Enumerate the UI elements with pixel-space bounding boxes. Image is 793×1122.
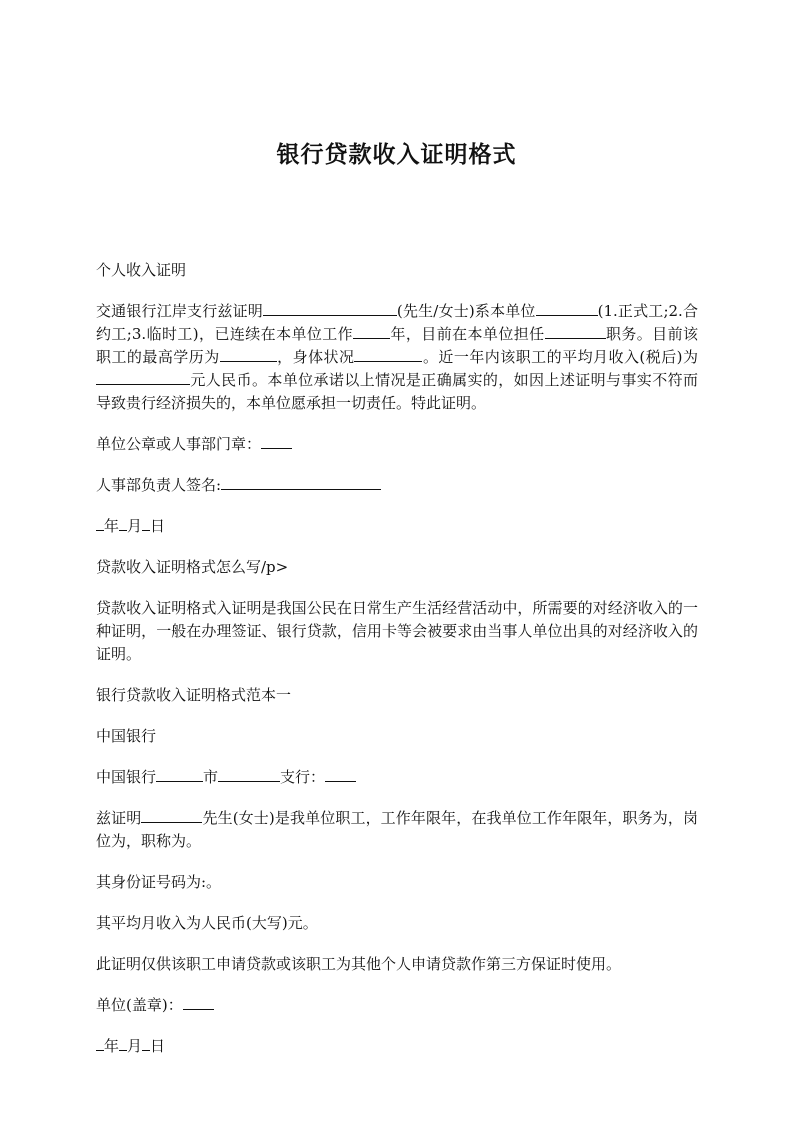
signature-blank xyxy=(221,474,381,490)
text-segment: (1.正式工;2.合约工;3.临时工)，已连续在本单位工作 xyxy=(96,302,698,343)
name-blank xyxy=(263,300,397,316)
unit-seal-blank xyxy=(183,994,214,1010)
document-body xyxy=(96,259,698,1076)
seal-label: 单位公章或人事部门章： xyxy=(96,435,262,453)
day-blank xyxy=(142,515,150,531)
text-segment: 兹证明 xyxy=(96,809,142,827)
city-blank xyxy=(156,766,203,782)
text-segment: 中国银行 xyxy=(96,768,157,786)
day-label: 日 xyxy=(150,517,166,535)
text-segment: 市 xyxy=(203,768,219,786)
signature-label: 人事部负责人签名: xyxy=(96,476,222,494)
text-segment: (先生/女士)系本单位 xyxy=(396,302,536,320)
year-blank xyxy=(96,1035,104,1051)
intro-paragraph: 贷款收入证明格式入证明是我国公民在日常生产生活经营活动中，所需要的对经济收入的一种证明，一般在办理签证、银行贷款，信用卡等会被要求由当事人单位出具的对经济收入的证明。 xyxy=(96,599,698,663)
years-blank xyxy=(353,323,390,339)
text-segment: 支行： xyxy=(280,768,326,786)
id-line: 其身份证号码为:。 xyxy=(96,873,222,891)
text-segment: 年，目前在本单位担任 xyxy=(390,325,545,343)
month-blank xyxy=(119,515,127,531)
sample-title: 银行贷款收入证明格式范本一 xyxy=(96,686,292,704)
text-segment: 元人民币。本单位承诺以上情况是正确属实的，如因上述证明与事实不符而导致贵行经济损失的，本单位愿承担一切责任。特此证明。 xyxy=(96,371,698,412)
health-blank xyxy=(354,346,422,362)
section-heading-income-proof: 个人收入证明 xyxy=(96,261,187,279)
seal-blank xyxy=(261,433,292,449)
month-label: 月 xyxy=(127,517,143,535)
usage-line: 此证明仅供该职工申请贷款或该职工为其他个人申请贷款作第三方保证时使用。 xyxy=(96,955,622,973)
year-label: 年 xyxy=(104,1037,120,1055)
text-segment: ，身体状况 xyxy=(276,348,355,366)
seal-line xyxy=(96,433,698,456)
employee-name-blank xyxy=(141,807,202,823)
month-blank xyxy=(119,1035,127,1051)
bank-name: 中国银行 xyxy=(96,727,157,745)
month-label: 月 xyxy=(127,1037,143,1055)
unit-blank xyxy=(536,300,598,316)
page-title: 银行贷款收入证明格式 xyxy=(276,142,517,168)
income-blank xyxy=(96,369,190,385)
text-segment: 职务。目前该职工的最高学历为 xyxy=(96,325,698,366)
education-blank xyxy=(220,346,277,362)
certify-paragraph xyxy=(96,807,698,853)
date-line-2 xyxy=(96,1035,698,1058)
how-to-write-heading: 贷款收入证明格式怎么写/p> xyxy=(96,558,289,576)
signature-line xyxy=(96,474,698,497)
unit-seal-label: 单位(盖章)： xyxy=(96,996,183,1014)
day-label: 日 xyxy=(150,1037,166,1055)
year-blank xyxy=(96,515,104,531)
text-segment: 交通银行江岸支行兹证明 xyxy=(96,302,263,320)
day-blank xyxy=(142,1035,150,1051)
bank-branch-line xyxy=(96,766,698,789)
year-label: 年 xyxy=(104,517,120,535)
branch-end-blank xyxy=(325,766,356,782)
position-blank xyxy=(545,323,606,339)
text-segment: 。近一年内该职工的平均月收入(税后)为 xyxy=(422,348,698,366)
unit-seal-line xyxy=(96,994,698,1017)
income-proof-paragraph xyxy=(96,300,698,415)
date-line xyxy=(96,515,698,538)
text-segment: 先生(女士)是我单位职工，工作年限年，在我单位工作年限年，职务为，岗位为，职称为。 xyxy=(96,809,698,850)
income-line: 其平均月收入为人民币(大写)元。 xyxy=(96,914,318,932)
branch-blank xyxy=(218,766,280,782)
